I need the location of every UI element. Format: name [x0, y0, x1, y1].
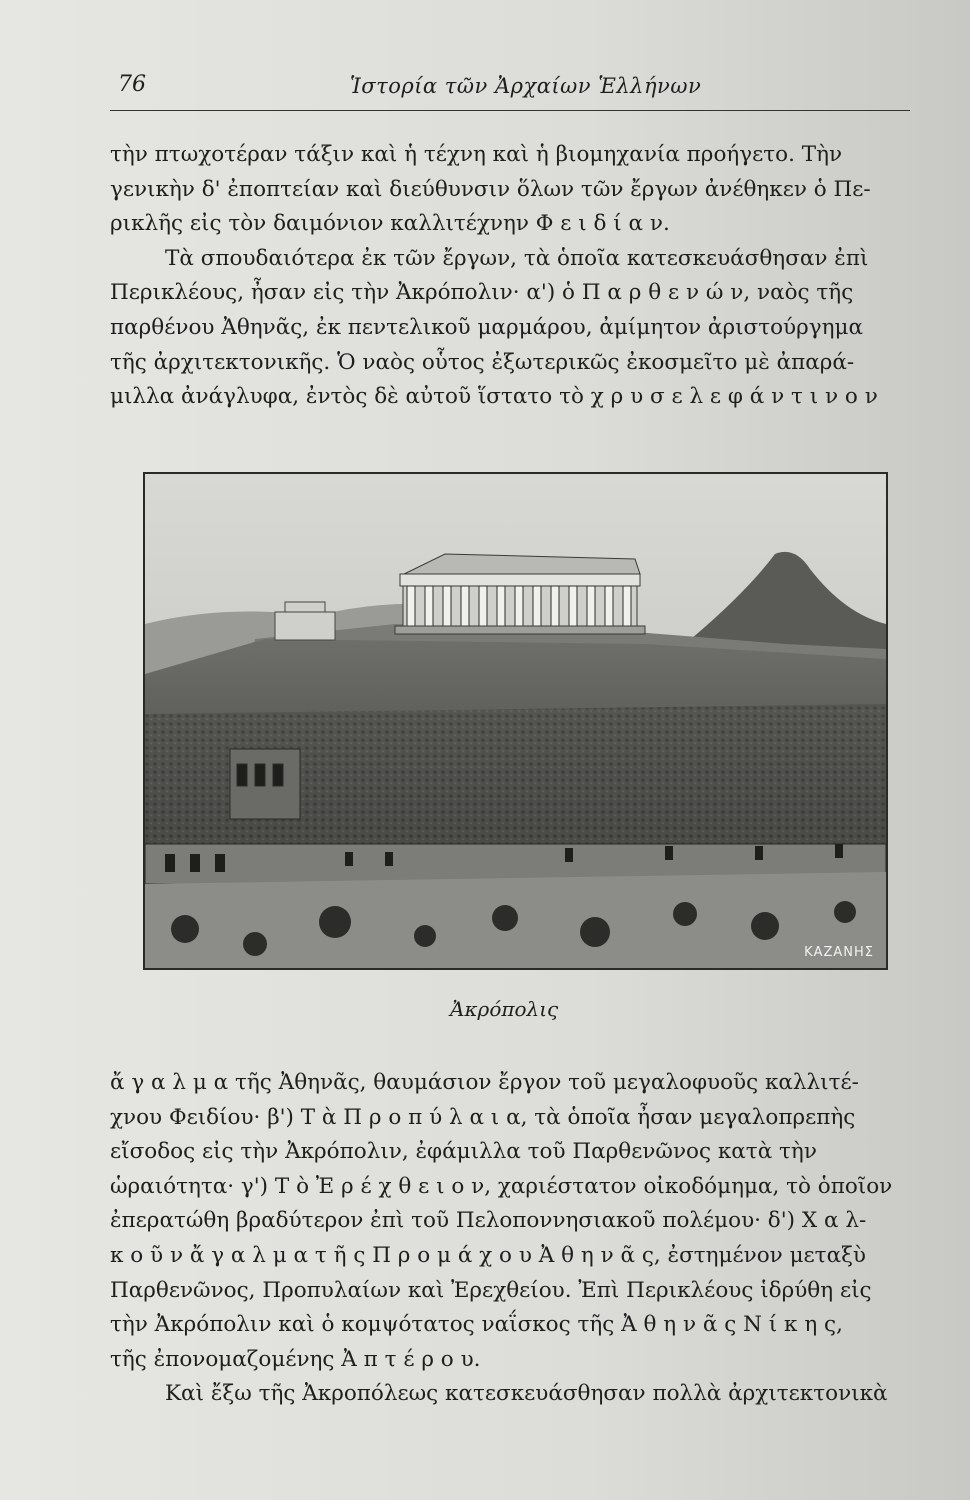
text-line: παρθένου Ἀθηνᾶς, ἐκ πεντελικοῦ μαρμάρου, ἀμίμητον ἀριστούργημα [110, 314, 863, 340]
body-text-top [110, 138, 930, 415]
text-line: τὴν πτωχοτέραν τάξιν καὶ ἡ τέχνη καὶ ἡ βιομηχανία προήγετο. Τὴν [110, 142, 843, 167]
text-line: τῆς ἀρχιτεκτονικῆς. Ὁ ναὸς οὗτος ἐξωτερικῶς ἐκοσμεῖτο μὲ ἀπαρά- [110, 349, 855, 375]
text-line: τῆς ἐπονομαζομένης Ἀ π τ έ ρ ο υ. [110, 1346, 481, 1372]
text-line: μιλλα ἀνάγλυφα, ἐντὸς δὲ αὐτοῦ ἵστατο τὸ χ ρ υ σ ε λ ε φ ά ν τ ι ν ο ν [110, 384, 878, 410]
acropolis-photograph [143, 472, 888, 970]
figure-caption: Ἀκρόπολις [450, 997, 559, 1021]
text-line: Περικλέους, ἦσαν εἰς τὴν Ἀκρόπολιν· α') ὁ Π α ρ θ ε ν ώ ν, ναὸς τῆς [110, 280, 854, 306]
text-line: Τὰ σπουδαιότερα ἐκ τῶν ἔργων, τὰ ὁποῖα κατεσκευάσθησαν ἐπὶ [165, 245, 869, 271]
text-line: ρικλῆς εἰς τὸν δαιμόνιον καλλιτέχνην Φ ε ι δ ί α ν. [110, 211, 670, 237]
acropolis-illustration [145, 474, 886, 968]
photo-credit: ΚΑΖΑΝΗΣ [804, 945, 874, 960]
text-line: εἴσοδος εἰς τὴν Ἀκρόπολιν, ἐφάμιλλα τοῦ Παρθενῶνος κατὰ τὴν [110, 1139, 817, 1165]
text-line: κ ο ῦ ν ἄ γ α λ μ α τ ῆ ς Π ρ ο μ ά χ ο υ Ἀ θ η ν ᾶ ς, ἐστημένον μεταξὺ [110, 1242, 867, 1268]
text-line: Παρθενῶνος, Προπυλαίων καὶ Ἐρεχθείου. Ἐπὶ Περικλέους ἱδρύθη εἰς [110, 1277, 872, 1303]
page-number: 76 [118, 72, 146, 97]
text-line: τὴν Ἀκρόπολιν καὶ ὁ κομψότατος ναΐσκος τῆς Ἀ θ η ν ᾶ ς Ν ί κ η ς, [110, 1312, 843, 1338]
parthenon-drawing [395, 554, 645, 634]
text-line: χνου Φειδίου· β') Τ ὰ Π ρ ο π ύ λ α ι α, τὰ ὁποῖα ἦσαν μεγαλοπρεπὴς [110, 1104, 856, 1130]
text-line: ὡραιότητα· γ') Τ ὸ Ἐ ρ έ χ θ ε ι ο ν, χαριέστατον οἰκοδόμημα, τὸ ὁποῖον [110, 1173, 893, 1199]
text-line: ἄ γ α λ μ α τῆς Ἀθηνᾶς, θαυμάσιον ἔργον τοῦ μεγαλοφυοῦς καλλιτέ- [110, 1070, 859, 1095]
body-text-bottom [110, 1066, 930, 1412]
text-line: ἐπερατώθη βραδύτερον ἐπὶ τοῦ Πελοποννησιακοῦ πολέμου· δ') Χ α λ- [110, 1208, 867, 1234]
text-line: γενικὴν δ' ἐποπτείαν καὶ διεύθυνσιν ὅλων τῶν ἔργων ἀνέθηκεν ὁ Πε- [110, 176, 871, 202]
running-title: Ἱστορία τῶν Ἀρχαίων Ἑλλήνων [350, 74, 702, 98]
text-line: Καὶ ἔξω τῆς Ἀκροπόλεως κατεσκευάσθησαν πολλὰ ἀρχιτεκτονικὰ [165, 1381, 888, 1407]
running-header [110, 70, 910, 111]
